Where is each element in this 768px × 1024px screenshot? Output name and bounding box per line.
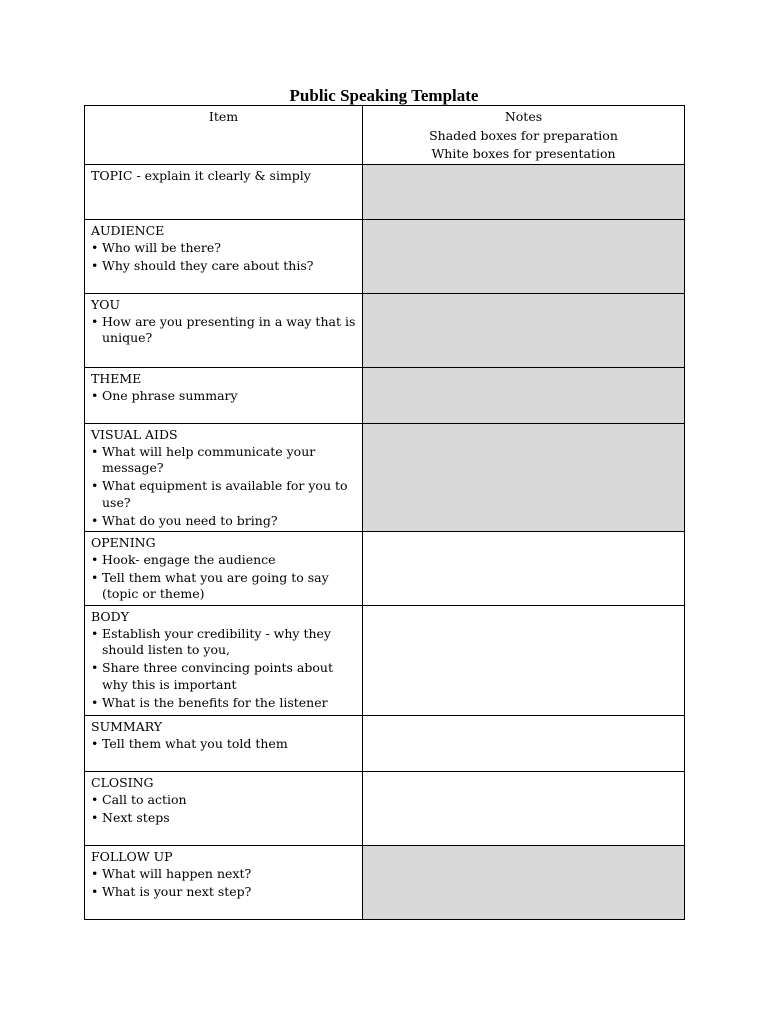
header-row bbox=[85, 106, 685, 165]
bullet-list bbox=[91, 626, 356, 712]
template-row bbox=[85, 423, 685, 531]
bullet-item: • What is your next step? bbox=[91, 884, 356, 901]
template-row bbox=[85, 219, 685, 293]
template-rows bbox=[85, 164, 685, 919]
bullet-item: • What will help communicate your message? bbox=[91, 444, 356, 477]
bullet-list bbox=[91, 240, 356, 275]
bullet-list bbox=[91, 552, 356, 603]
notes-cell-shaded[interactable] bbox=[363, 293, 685, 367]
bullet-list bbox=[91, 866, 356, 901]
row-heading: VISUAL AIDS bbox=[91, 426, 178, 442]
bullet-item: • What is the benefits for the listener bbox=[91, 695, 356, 712]
bullet-item: • What equipment is available for you to use? bbox=[91, 478, 356, 511]
bullet-item: • Hook- engage the audience bbox=[91, 552, 356, 569]
template-row bbox=[85, 605, 685, 715]
notes-header-line2: White boxes for presentation bbox=[431, 146, 616, 161]
row-heading: BODY bbox=[91, 608, 129, 624]
bullet-item: • Establish your credibility - why they should listen to you, bbox=[91, 626, 356, 659]
item-cell bbox=[85, 423, 363, 531]
bullet-item: • How are you presenting in a way that is unique? bbox=[91, 314, 356, 347]
bullet-item: • What will happen next? bbox=[91, 866, 356, 883]
template-row bbox=[85, 845, 685, 919]
bullet-item: • Who will be there? bbox=[91, 240, 356, 257]
item-cell bbox=[85, 715, 363, 771]
template-row bbox=[85, 771, 685, 845]
notes-column-header bbox=[363, 106, 685, 165]
item-cell bbox=[85, 531, 363, 605]
item-cell bbox=[85, 293, 363, 367]
notes-cell-white[interactable] bbox=[363, 605, 685, 715]
row-heading: THEME bbox=[91, 370, 142, 386]
bullet-item: • Call to action bbox=[91, 792, 356, 809]
notes-cell-shaded[interactable] bbox=[363, 367, 685, 423]
notes-cell-white[interactable] bbox=[363, 531, 685, 605]
template-row bbox=[85, 293, 685, 367]
row-heading: AUDIENCE bbox=[91, 222, 165, 238]
template-table bbox=[84, 105, 685, 920]
template-row bbox=[85, 367, 685, 423]
bullet-item: • Tell them what you are going to say (topic or theme) bbox=[91, 570, 356, 603]
template-row bbox=[85, 164, 685, 219]
item-cell bbox=[85, 367, 363, 423]
bullet-item: • Next steps bbox=[91, 810, 356, 827]
bullet-item: • Why should they care about this? bbox=[91, 258, 356, 275]
bullet-list bbox=[91, 388, 356, 405]
notes-header-label: Notes bbox=[504, 109, 543, 124]
bullet-item: • Share three convincing points about why this is important bbox=[91, 660, 356, 693]
item-cell bbox=[85, 605, 363, 715]
bullet-list bbox=[91, 444, 356, 530]
bullet-list bbox=[91, 736, 356, 753]
notes-cell-shaded[interactable] bbox=[363, 423, 685, 531]
notes-cell-shaded[interactable] bbox=[363, 219, 685, 293]
row-heading: CLOSING bbox=[91, 774, 154, 790]
template-row bbox=[85, 531, 685, 605]
notes-header-line1: Shaded boxes for preparation bbox=[429, 127, 618, 143]
bullet-item: • One phrase summary bbox=[91, 388, 356, 405]
item-header-label: Item bbox=[208, 109, 239, 124]
item-cell bbox=[85, 164, 363, 219]
row-heading: SUMMARY bbox=[91, 718, 163, 734]
bullet-item: • What do you need to bring? bbox=[91, 513, 356, 530]
bullet-list bbox=[91, 792, 356, 827]
row-heading: YOU bbox=[91, 296, 121, 312]
row-heading: OPENING bbox=[91, 534, 156, 550]
notes-cell-shaded[interactable] bbox=[363, 845, 685, 919]
notes-cell-shaded[interactable] bbox=[363, 164, 685, 219]
bullet-list bbox=[91, 314, 356, 347]
item-cell bbox=[85, 771, 363, 845]
notes-cell-white[interactable] bbox=[363, 715, 685, 771]
notes-cell-white[interactable] bbox=[363, 771, 685, 845]
item-cell bbox=[85, 845, 363, 919]
item-cell bbox=[85, 219, 363, 293]
row-heading: FOLLOW UP bbox=[91, 848, 173, 864]
template-row bbox=[85, 715, 685, 771]
bullet-item: • Tell them what you told them bbox=[91, 736, 356, 753]
item-column-header bbox=[85, 106, 363, 165]
row-heading: TOPIC - explain it clearly & simply bbox=[91, 167, 311, 183]
page-title: Public Speaking Template bbox=[289, 86, 479, 105]
